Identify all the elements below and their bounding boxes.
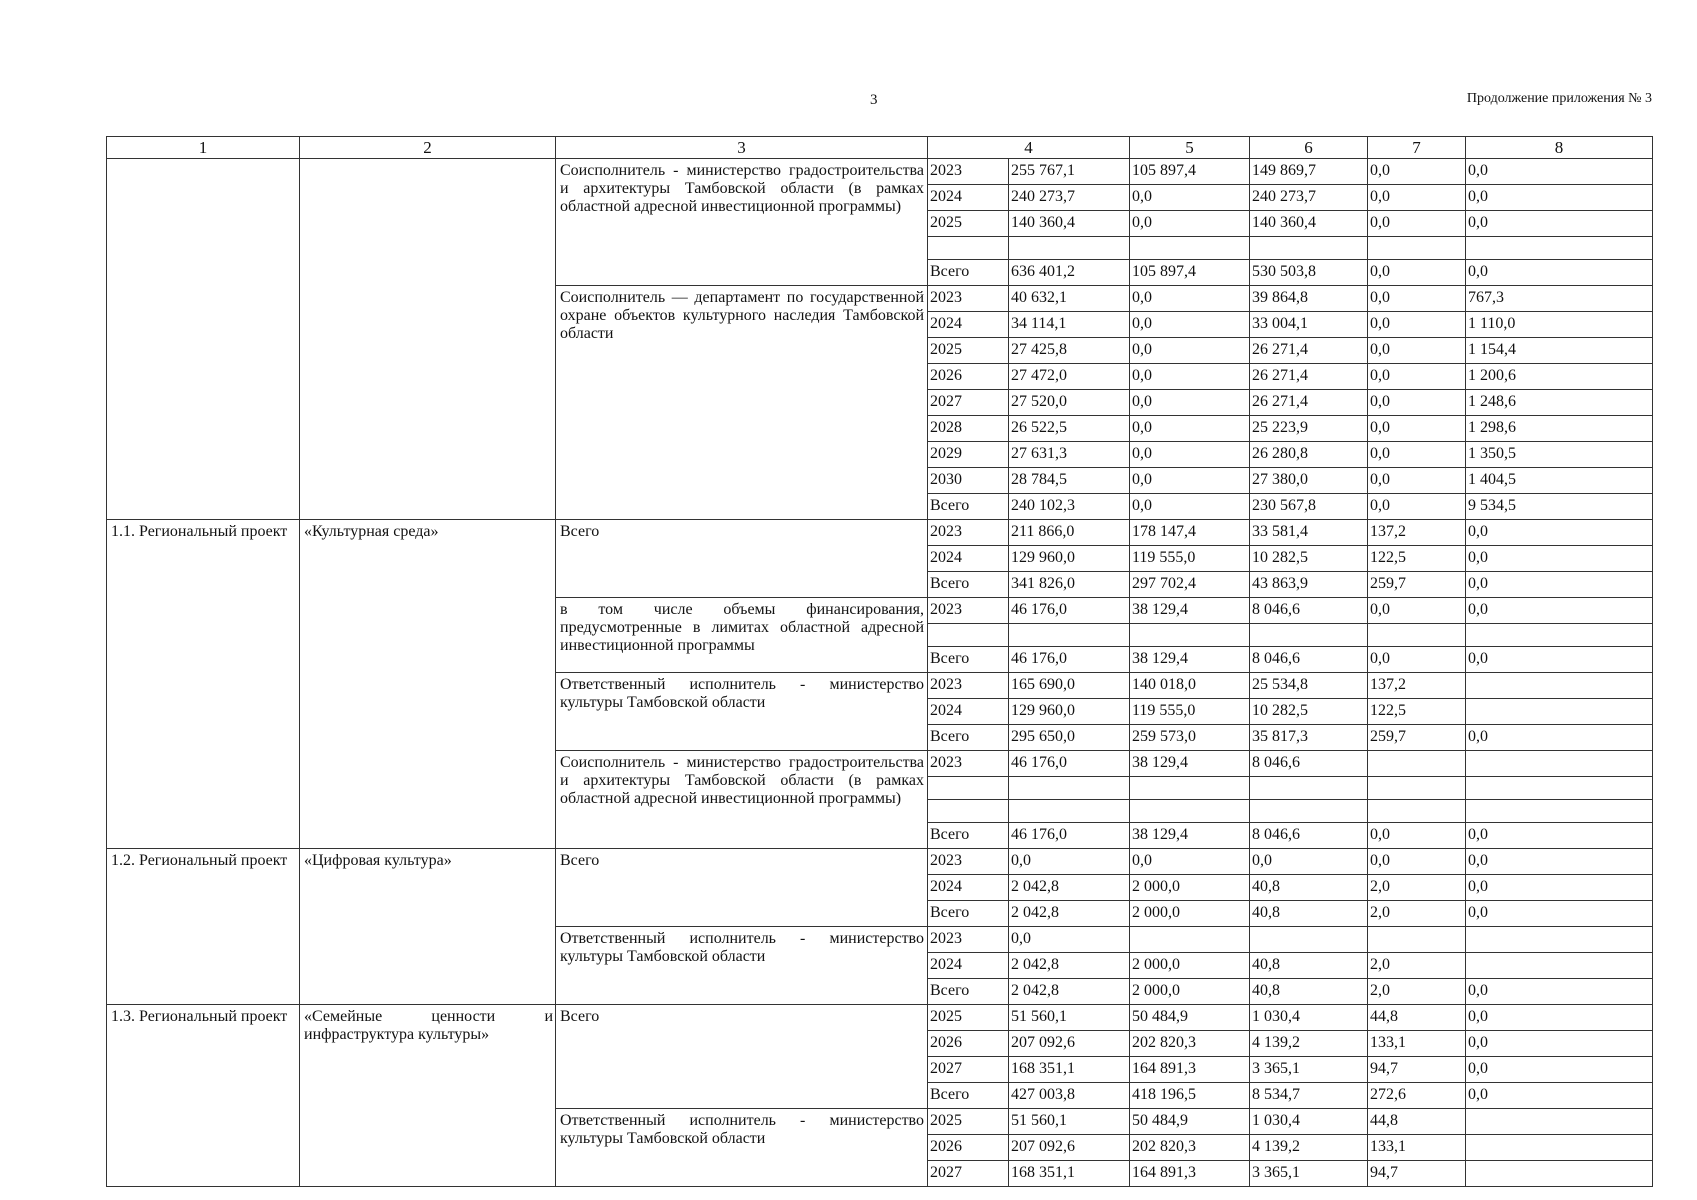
amount-regional-cell: 27 380,0	[1250, 468, 1368, 494]
amount-other-cell: 0,0	[1466, 185, 1653, 211]
amount-federal-cell: 0,0	[1130, 468, 1250, 494]
amount-federal-cell: 0,0	[1130, 338, 1250, 364]
financing-table	[106, 136, 1653, 1187]
amount-other-cell	[1466, 624, 1653, 647]
amount-other-cell: 0,0	[1466, 725, 1653, 751]
amount-regional-cell: 35 817,3	[1250, 725, 1368, 751]
amount-total-cell: 51 560,1	[1009, 1109, 1130, 1135]
amount-other-cell: 0,0	[1466, 875, 1653, 901]
table-row	[107, 520, 1653, 546]
amount-federal-cell: 418 196,5	[1130, 1083, 1250, 1109]
amount-total-cell: 140 360,4	[1009, 211, 1130, 237]
amount-local-cell: 137,2	[1368, 520, 1466, 546]
amount-federal-cell: 0,0	[1130, 442, 1250, 468]
amount-other-cell: 0,0	[1466, 1057, 1653, 1083]
amount-local-cell	[1368, 800, 1466, 823]
amount-total-cell: 27 425,8	[1009, 338, 1130, 364]
project-name-cell: «Культурная среда»	[300, 520, 556, 849]
amount-regional-cell: 530 503,8	[1250, 260, 1368, 286]
amount-federal-cell: 2 000,0	[1130, 875, 1250, 901]
amount-other-cell: 0,0	[1466, 1031, 1653, 1057]
amount-regional-cell: 10 282,5	[1250, 546, 1368, 572]
amount-local-cell: 122,5	[1368, 699, 1466, 725]
amount-regional-cell	[1250, 237, 1368, 260]
amount-federal-cell: 105 897,4	[1130, 260, 1250, 286]
amount-federal-cell: 0,0	[1130, 312, 1250, 338]
amount-local-cell: 0,0	[1368, 312, 1466, 338]
amount-local-cell	[1368, 751, 1466, 777]
year-cell: 2026	[928, 364, 1009, 390]
amount-regional-cell: 8 046,6	[1250, 751, 1368, 777]
year-cell: Всего	[928, 647, 1009, 673]
amount-federal-cell: 0,0	[1130, 849, 1250, 875]
amount-federal-cell: 2 000,0	[1130, 979, 1250, 1005]
amount-regional-cell: 1 030,4	[1250, 1005, 1368, 1031]
amount-federal-cell	[1130, 624, 1250, 647]
amount-local-cell: 0,0	[1368, 823, 1466, 849]
amount-local-cell: 44,8	[1368, 1005, 1466, 1031]
year-cell: Всего	[928, 1083, 1009, 1109]
amount-other-cell	[1466, 1135, 1653, 1161]
amount-regional-cell: 40,8	[1250, 901, 1368, 927]
amount-regional-cell: 3 365,1	[1250, 1057, 1368, 1083]
year-cell: 2025	[928, 1109, 1009, 1135]
amount-federal-cell: 38 129,4	[1130, 751, 1250, 777]
amount-local-cell	[1368, 237, 1466, 260]
amount-local-cell: 0,0	[1368, 286, 1466, 312]
amount-federal-cell: 164 891,3	[1130, 1057, 1250, 1083]
amount-other-cell	[1466, 800, 1653, 823]
amount-local-cell: 0,0	[1368, 468, 1466, 494]
executor-cell: Всего	[556, 849, 928, 927]
executor-cell: Всего	[556, 520, 928, 598]
amount-total-cell: 0,0	[1009, 849, 1130, 875]
year-cell: 2023	[928, 927, 1009, 953]
amount-total-cell: 2 042,8	[1009, 875, 1130, 901]
amount-other-cell	[1466, 237, 1653, 260]
amount-other-cell: 0,0	[1466, 1005, 1653, 1031]
amount-total-cell: 255 767,1	[1009, 159, 1130, 185]
amount-total-cell: 165 690,0	[1009, 673, 1130, 699]
year-cell: 2024	[928, 185, 1009, 211]
column-header-8: 8	[1466, 137, 1653, 159]
column-header-1: 1	[107, 137, 300, 159]
amount-local-cell: 0,0	[1368, 338, 1466, 364]
year-cell	[928, 237, 1009, 260]
amount-total-cell: 2 042,8	[1009, 901, 1130, 927]
column-header-5: 5	[1130, 137, 1250, 159]
amount-regional-cell	[1250, 800, 1368, 823]
amount-local-cell: 0,0	[1368, 390, 1466, 416]
project-name-cell: «Семейные ценности и инфраструктура культуры»	[300, 1005, 556, 1187]
amount-regional-cell: 10 282,5	[1250, 699, 1368, 725]
amount-total-cell: 51 560,1	[1009, 1005, 1130, 1031]
amount-regional-cell: 149 869,7	[1250, 159, 1368, 185]
amount-other-cell: 1 350,5	[1466, 442, 1653, 468]
amount-local-cell: 44,8	[1368, 1109, 1466, 1135]
year-cell: 2027	[928, 390, 1009, 416]
amount-other-cell	[1466, 1161, 1653, 1187]
amount-local-cell: 0,0	[1368, 364, 1466, 390]
program-element-cell	[107, 159, 300, 520]
year-cell: 2024	[928, 699, 1009, 725]
amount-federal-cell: 105 897,4	[1130, 159, 1250, 185]
amount-regional-cell: 33 004,1	[1250, 312, 1368, 338]
amount-total-cell: 295 650,0	[1009, 725, 1130, 751]
amount-regional-cell: 26 271,4	[1250, 364, 1368, 390]
executor-cell: в том числе объемы финансирования, предусмотренные в лимитах областной адресной инвестиционной программы	[556, 598, 928, 673]
amount-local-cell: 259,7	[1368, 572, 1466, 598]
amount-federal-cell: 0,0	[1130, 416, 1250, 442]
amount-total-cell: 2 042,8	[1009, 979, 1130, 1005]
amount-regional-cell: 8 534,7	[1250, 1083, 1368, 1109]
amount-other-cell: 1 110,0	[1466, 312, 1653, 338]
year-cell: Всего	[928, 823, 1009, 849]
amount-regional-cell	[1250, 927, 1368, 953]
year-cell: 2024	[928, 312, 1009, 338]
amount-regional-cell: 0,0	[1250, 849, 1368, 875]
executor-cell: Ответственный исполнитель - министерство культуры Тамбовской области	[556, 927, 928, 1005]
column-header-6: 6	[1250, 137, 1368, 159]
year-cell	[928, 800, 1009, 823]
amount-total-cell	[1009, 777, 1130, 800]
amount-regional-cell: 40,8	[1250, 875, 1368, 901]
amount-total-cell: 636 401,2	[1009, 260, 1130, 286]
amount-total-cell: 129 960,0	[1009, 546, 1130, 572]
year-cell: 2023	[928, 598, 1009, 624]
amount-total-cell: 168 351,1	[1009, 1057, 1130, 1083]
project-name-cell	[300, 159, 556, 520]
amount-total-cell: 341 826,0	[1009, 572, 1130, 598]
executor-cell: Ответственный исполнитель - министерство культуры Тамбовской области	[556, 673, 928, 751]
amount-federal-cell	[1130, 800, 1250, 823]
amount-local-cell: 0,0	[1368, 260, 1466, 286]
amount-other-cell: 0,0	[1466, 520, 1653, 546]
amount-total-cell: 207 092,6	[1009, 1135, 1130, 1161]
amount-total-cell	[1009, 800, 1130, 823]
amount-local-cell: 0,0	[1368, 211, 1466, 237]
year-cell: 2025	[928, 338, 1009, 364]
executor-cell: Соисполнитель - министерство градостроительства и архитектуры Тамбовской области (в рамках областной адресной инвестиционной программы)	[556, 159, 928, 286]
amount-local-cell	[1368, 927, 1466, 953]
table-row	[107, 159, 1653, 185]
amount-total-cell	[1009, 624, 1130, 647]
column-header-4: 4	[928, 137, 1130, 159]
year-cell: 2028	[928, 416, 1009, 442]
year-cell: 2023	[928, 849, 1009, 875]
amount-federal-cell: 140 018,0	[1130, 673, 1250, 699]
year-cell: Всего	[928, 494, 1009, 520]
amount-total-cell: 168 351,1	[1009, 1161, 1130, 1187]
amount-other-cell	[1466, 1109, 1653, 1135]
amount-other-cell: 9 534,5	[1466, 494, 1653, 520]
amount-local-cell: 0,0	[1368, 416, 1466, 442]
amount-regional-cell: 140 360,4	[1250, 211, 1368, 237]
amount-local-cell	[1368, 624, 1466, 647]
amount-other-cell: 0,0	[1466, 979, 1653, 1005]
column-header-row	[107, 137, 1653, 159]
amount-regional-cell: 4 139,2	[1250, 1135, 1368, 1161]
amount-federal-cell: 38 129,4	[1130, 647, 1250, 673]
amount-regional-cell: 40,8	[1250, 979, 1368, 1005]
amount-other-cell: 0,0	[1466, 572, 1653, 598]
amount-total-cell: 46 176,0	[1009, 647, 1130, 673]
year-cell: Всего	[928, 260, 1009, 286]
amount-federal-cell: 0,0	[1130, 364, 1250, 390]
amount-federal-cell: 164 891,3	[1130, 1161, 1250, 1187]
amount-total-cell: 27 520,0	[1009, 390, 1130, 416]
amount-federal-cell: 2 000,0	[1130, 953, 1250, 979]
amount-total-cell: 28 784,5	[1009, 468, 1130, 494]
executor-cell: Соисполнитель — департамент по государственной охране объектов культурного наследия Тамбовской области	[556, 286, 928, 520]
amount-other-cell: 0,0	[1466, 260, 1653, 286]
amount-local-cell: 122,5	[1368, 546, 1466, 572]
amount-total-cell: 129 960,0	[1009, 699, 1130, 725]
amount-federal-cell	[1130, 777, 1250, 800]
amount-regional-cell	[1250, 777, 1368, 800]
amount-other-cell: 0,0	[1466, 647, 1653, 673]
year-cell: 2023	[928, 520, 1009, 546]
year-cell: 2030	[928, 468, 1009, 494]
amount-federal-cell: 297 702,4	[1130, 572, 1250, 598]
amount-local-cell: 137,2	[1368, 673, 1466, 699]
amount-local-cell: 2,0	[1368, 875, 1466, 901]
amount-federal-cell	[1130, 237, 1250, 260]
amount-regional-cell: 40,8	[1250, 953, 1368, 979]
column-header-3: 3	[556, 137, 928, 159]
amount-other-cell: 0,0	[1466, 849, 1653, 875]
year-cell	[928, 624, 1009, 647]
amount-other-cell: 0,0	[1466, 211, 1653, 237]
year-cell: 2023	[928, 286, 1009, 312]
amount-federal-cell: 119 555,0	[1130, 546, 1250, 572]
amount-other-cell: 0,0	[1466, 546, 1653, 572]
amount-total-cell: 46 176,0	[1009, 823, 1130, 849]
amount-federal-cell	[1130, 927, 1250, 953]
amount-other-cell	[1466, 673, 1653, 699]
amount-other-cell: 0,0	[1466, 823, 1653, 849]
amount-local-cell: 0,0	[1368, 598, 1466, 624]
amount-total-cell: 240 102,3	[1009, 494, 1130, 520]
amount-other-cell	[1466, 699, 1653, 725]
program-element-cell: 1.2. Региональный проект	[107, 849, 300, 1005]
amount-regional-cell: 1 030,4	[1250, 1109, 1368, 1135]
amount-other-cell: 767,3	[1466, 286, 1653, 312]
amount-local-cell: 259,7	[1368, 725, 1466, 751]
year-cell: 2026	[928, 1031, 1009, 1057]
amount-federal-cell: 259 573,0	[1130, 725, 1250, 751]
amount-total-cell: 427 003,8	[1009, 1083, 1130, 1109]
amount-local-cell: 133,1	[1368, 1135, 1466, 1161]
year-cell: 2023	[928, 673, 1009, 699]
amount-regional-cell: 26 271,4	[1250, 390, 1368, 416]
amount-local-cell: 0,0	[1368, 159, 1466, 185]
amount-other-cell: 0,0	[1466, 1083, 1653, 1109]
project-name-cell: «Цифровая культура»	[300, 849, 556, 1005]
year-cell: Всего	[928, 572, 1009, 598]
amount-local-cell: 2,0	[1368, 901, 1466, 927]
year-cell: 2024	[928, 953, 1009, 979]
year-cell: Всего	[928, 901, 1009, 927]
column-header-2: 2	[300, 137, 556, 159]
amount-regional-cell: 39 864,8	[1250, 286, 1368, 312]
amount-local-cell: 0,0	[1368, 849, 1466, 875]
amount-federal-cell: 0,0	[1130, 185, 1250, 211]
amount-regional-cell: 26 271,4	[1250, 338, 1368, 364]
amount-regional-cell: 25 534,8	[1250, 673, 1368, 699]
amount-local-cell: 133,1	[1368, 1031, 1466, 1057]
year-cell: Всего	[928, 979, 1009, 1005]
amount-federal-cell: 50 484,9	[1130, 1005, 1250, 1031]
table-body	[107, 137, 1653, 1187]
year-cell: 2027	[928, 1161, 1009, 1187]
amount-other-cell	[1466, 777, 1653, 800]
year-cell: 2027	[928, 1057, 1009, 1083]
year-cell: 2026	[928, 1135, 1009, 1161]
amount-other-cell	[1466, 751, 1653, 777]
amount-federal-cell: 0,0	[1130, 494, 1250, 520]
amount-regional-cell: 3 365,1	[1250, 1161, 1368, 1187]
year-cell: 2023	[928, 751, 1009, 777]
column-header-7: 7	[1368, 137, 1466, 159]
amount-other-cell: 1 200,6	[1466, 364, 1653, 390]
amount-regional-cell	[1250, 624, 1368, 647]
amount-federal-cell: 2 000,0	[1130, 901, 1250, 927]
amount-total-cell: 46 176,0	[1009, 751, 1130, 777]
amount-federal-cell: 38 129,4	[1130, 598, 1250, 624]
program-element-cell: 1.3. Региональный проект	[107, 1005, 300, 1187]
amount-total-cell: 40 632,1	[1009, 286, 1130, 312]
page-number: 3	[870, 92, 878, 108]
amount-federal-cell: 202 820,3	[1130, 1031, 1250, 1057]
amount-other-cell: 0,0	[1466, 901, 1653, 927]
amount-federal-cell: 0,0	[1130, 390, 1250, 416]
amount-total-cell: 34 114,1	[1009, 312, 1130, 338]
amount-federal-cell: 202 820,3	[1130, 1135, 1250, 1161]
table-row	[107, 1005, 1653, 1031]
executor-cell: Соисполнитель - министерство градостроительства и архитектуры Тамбовской области (в рамках областной адресной инвестиционной программы)	[556, 751, 928, 849]
year-cell: 2024	[928, 546, 1009, 572]
amount-federal-cell: 119 555,0	[1130, 699, 1250, 725]
year-cell: 2024	[928, 875, 1009, 901]
amount-local-cell: 0,0	[1368, 647, 1466, 673]
executor-cell: Ответственный исполнитель - министерство культуры Тамбовской области	[556, 1109, 928, 1187]
amount-other-cell: 0,0	[1466, 159, 1653, 185]
amount-total-cell: 26 522,5	[1009, 416, 1130, 442]
year-cell: 2029	[928, 442, 1009, 468]
amount-total-cell: 46 176,0	[1009, 598, 1130, 624]
amount-total-cell: 27 631,3	[1009, 442, 1130, 468]
program-element-cell: 1.1. Региональный проект	[107, 520, 300, 849]
amount-regional-cell: 33 581,4	[1250, 520, 1368, 546]
amount-other-cell: 1 404,5	[1466, 468, 1653, 494]
year-cell: Всего	[928, 725, 1009, 751]
amount-local-cell: 2,0	[1368, 953, 1466, 979]
amount-local-cell: 94,7	[1368, 1057, 1466, 1083]
amount-regional-cell: 26 280,8	[1250, 442, 1368, 468]
amount-regional-cell: 25 223,9	[1250, 416, 1368, 442]
amount-local-cell: 272,6	[1368, 1083, 1466, 1109]
year-cell: 2023	[928, 159, 1009, 185]
amount-other-cell: 1 154,4	[1466, 338, 1653, 364]
amount-local-cell: 0,0	[1368, 185, 1466, 211]
table-row	[107, 849, 1653, 875]
amount-federal-cell: 0,0	[1130, 211, 1250, 237]
amount-other-cell: 1 298,6	[1466, 416, 1653, 442]
continuation-note: Продолжение приложения № 3	[1466, 91, 1652, 106]
amount-local-cell: 2,0	[1368, 979, 1466, 1005]
amount-other-cell: 0,0	[1466, 598, 1653, 624]
executor-cell: Всего	[556, 1005, 928, 1109]
amount-local-cell	[1368, 777, 1466, 800]
amount-total-cell: 27 472,0	[1009, 364, 1130, 390]
amount-other-cell	[1466, 953, 1653, 979]
amount-local-cell: 94,7	[1368, 1161, 1466, 1187]
amount-federal-cell: 178 147,4	[1130, 520, 1250, 546]
amount-total-cell: 207 092,6	[1009, 1031, 1130, 1057]
amount-local-cell: 0,0	[1368, 494, 1466, 520]
amount-total-cell: 240 273,7	[1009, 185, 1130, 211]
amount-federal-cell: 0,0	[1130, 286, 1250, 312]
amount-federal-cell: 38 129,4	[1130, 823, 1250, 849]
amount-total-cell: 2 042,8	[1009, 953, 1130, 979]
amount-total-cell	[1009, 237, 1130, 260]
amount-regional-cell: 43 863,9	[1250, 572, 1368, 598]
amount-regional-cell: 4 139,2	[1250, 1031, 1368, 1057]
amount-regional-cell: 8 046,6	[1250, 823, 1368, 849]
amount-other-cell	[1466, 927, 1653, 953]
year-cell: 2025	[928, 211, 1009, 237]
amount-federal-cell: 50 484,9	[1130, 1109, 1250, 1135]
amount-regional-cell: 230 567,8	[1250, 494, 1368, 520]
amount-local-cell: 0,0	[1368, 442, 1466, 468]
amount-other-cell: 1 248,6	[1466, 390, 1653, 416]
amount-total-cell: 211 866,0	[1009, 520, 1130, 546]
year-cell	[928, 777, 1009, 800]
amount-regional-cell: 8 046,6	[1250, 598, 1368, 624]
amount-regional-cell: 8 046,6	[1250, 647, 1368, 673]
amount-total-cell: 0,0	[1009, 927, 1130, 953]
amount-regional-cell: 240 273,7	[1250, 185, 1368, 211]
year-cell: 2025	[928, 1005, 1009, 1031]
